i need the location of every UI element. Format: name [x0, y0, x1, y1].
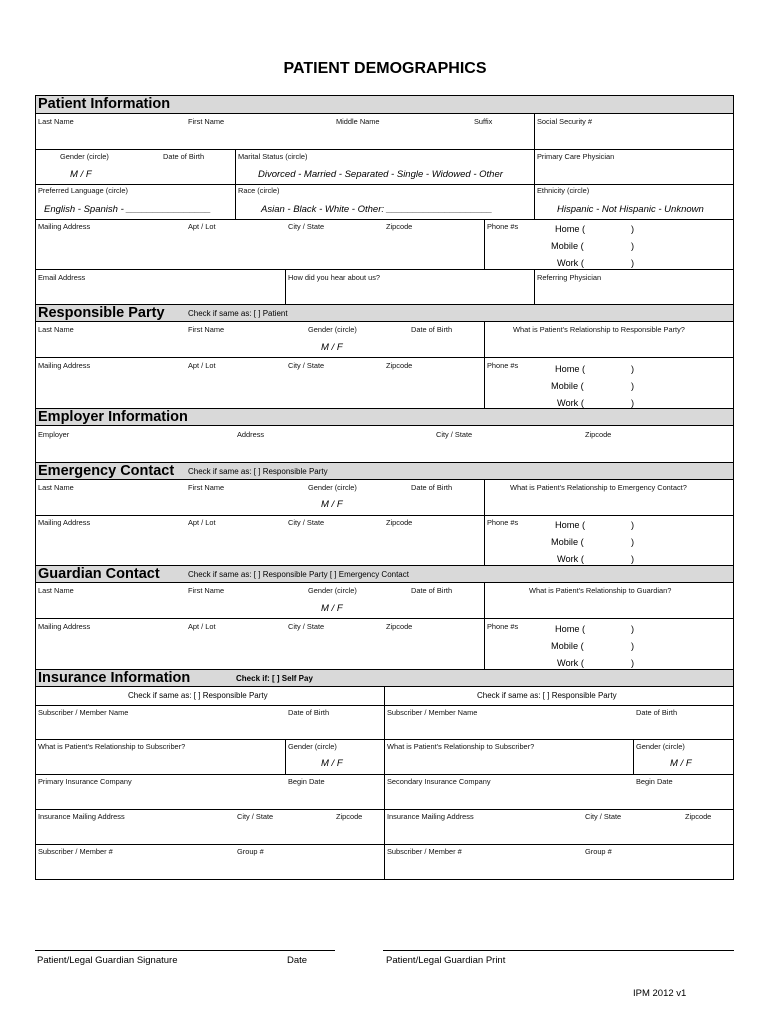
rp-work-phone[interactable]: Work (: [557, 398, 584, 408]
gc-dob-label: Date of Birth: [411, 586, 453, 595]
emergency-heading: Emergency Contact: [38, 463, 175, 479]
ins1-mailing-label: Insurance Mailing Address: [38, 812, 125, 821]
patient-dob-label: Date of Birth: [163, 152, 205, 161]
rp-phone-label: Phone #s: [487, 361, 519, 370]
ethnicity-label: Ethnicity (circle): [537, 186, 590, 195]
rp-dob-label: Date of Birth: [411, 325, 453, 334]
ins1-member-no-label: Subscriber / Member #: [38, 847, 113, 856]
responsible-party-heading: Responsible Party: [38, 305, 165, 321]
ec-gender-options[interactable]: M / F: [321, 499, 343, 510]
employer-heading: Employer Information: [38, 409, 188, 425]
form-version: IPM 2012 v1: [633, 988, 687, 999]
emergency-header: [36, 462, 733, 480]
ins1-zipcode-label: Zipcode: [336, 812, 363, 821]
email-label: Email Address: [38, 273, 86, 282]
close-paren: ): [631, 258, 635, 268]
ins2-relationship-label: What is Patient's Relationship to Subscriber?: [387, 742, 535, 751]
how-hear-label: How did you hear about us?: [288, 273, 381, 282]
close-paren: ): [631, 624, 635, 634]
rp-last-name-label: Last Name: [38, 325, 74, 334]
ins2-zipcode-label: Zipcode: [685, 812, 712, 821]
rp-gender-options[interactable]: M / F: [321, 342, 343, 353]
patient-middle-name-label: Middle Name: [336, 117, 380, 126]
ins2-begin-date-label: Begin Date: [636, 777, 673, 786]
gc-first-name-label: First Name: [188, 586, 225, 595]
patient-gender-options[interactable]: M / F: [70, 169, 92, 180]
patient-mobile-phone[interactable]: Mobile (: [551, 241, 584, 251]
close-paren: ): [631, 537, 635, 547]
rp-mailing-address-label: Mailing Address: [38, 361, 91, 370]
ins2-gender-label: Gender (circle): [636, 742, 685, 751]
signature-label: Patient/Legal Guardian Signature: [37, 955, 178, 966]
rp-apt-label: Apt / Lot: [188, 361, 216, 370]
insurance-header: [36, 669, 733, 687]
ec-gender-label: Gender (circle): [308, 483, 357, 492]
race-options[interactable]: Asian - Black - White - Other: ____________________: [261, 204, 493, 215]
gc-zipcode-label: Zipcode: [386, 622, 413, 631]
signature-line[interactable]: [35, 950, 335, 951]
ins1-subscriber-name-label: Subscriber / Member Name: [38, 708, 129, 717]
responsible-party-header: [36, 304, 733, 322]
patient-city-state-label: City / State: [288, 222, 325, 231]
ins2-subscriber-name-label: Subscriber / Member Name: [387, 708, 478, 717]
ec-phone-label: Phone #s: [487, 518, 519, 527]
patient-gender-label: Gender (circle): [60, 152, 109, 161]
close-paren: ): [631, 520, 635, 530]
employer-address-label: Address: [237, 430, 265, 439]
ins1-relationship-label: What is Patient's Relationship to Subscriber?: [38, 742, 186, 751]
ins-left-check-rp[interactable]: Check if same as: [ ] Responsible Party: [128, 691, 268, 700]
gc-work-phone[interactable]: Work (: [557, 658, 584, 668]
ec-mobile-phone[interactable]: Mobile (: [551, 537, 584, 547]
ec-last-name-label: Last Name: [38, 483, 74, 492]
ec-dob-label: Date of Birth: [411, 483, 453, 492]
ec-apt-label: Apt / Lot: [188, 518, 216, 527]
gc-home-phone[interactable]: Home (: [555, 624, 586, 634]
gc-gender-label: Gender (circle): [308, 586, 357, 595]
ethnicity-options[interactable]: Hispanic - Not Hispanic - Unknown: [557, 204, 704, 215]
close-paren: ): [631, 224, 635, 234]
rp-relationship-label: What is Patient's Relationship to Responsible Party?: [513, 325, 685, 334]
ins1-gender-label: Gender (circle): [288, 742, 337, 751]
ins2-member-no-label: Subscriber / Member #: [387, 847, 462, 856]
ec-first-name-label: First Name: [188, 483, 225, 492]
guardian-heading: Guardian Contact: [38, 566, 160, 582]
close-paren: ): [631, 658, 635, 668]
ec-home-phone[interactable]: Home (: [555, 520, 586, 530]
patient-work-phone[interactable]: Work (: [557, 258, 584, 268]
patient-last-name-label: Last Name: [38, 117, 74, 126]
close-paren: ): [631, 381, 635, 391]
demographics-form: [35, 95, 734, 880]
primary-insurance-label: Primary Insurance Company: [38, 777, 132, 786]
patient-info-heading: Patient Information: [38, 96, 171, 112]
close-paren: ): [631, 398, 635, 408]
patient-ssn-label: Social Security #: [537, 117, 593, 126]
patient-info-header: [36, 96, 733, 114]
employer-header: [36, 408, 733, 426]
ins1-dob-label: Date of Birth: [288, 708, 330, 717]
race-label: Race (circle): [238, 186, 280, 195]
gc-mailing-address-label: Mailing Address: [38, 622, 91, 631]
gc-phone-label: Phone #s: [487, 622, 519, 631]
page-title: PATIENT DEMOGRAPHICS: [283, 60, 487, 77]
emergency-check-rp[interactable]: Check if same as: [ ] Responsible Party: [188, 467, 328, 476]
close-paren: ): [631, 641, 635, 651]
ins2-dob-label: Date of Birth: [636, 708, 678, 717]
ec-work-phone[interactable]: Work (: [557, 554, 584, 564]
ins2-gender-options[interactable]: M / F: [670, 758, 692, 769]
ec-relationship-label: What is Patient's Relationship to Emergency Contact?: [510, 483, 687, 492]
responsible-check-patient[interactable]: Check if same as: [ ] Patient: [188, 309, 288, 318]
patient-apt-label: Apt / Lot: [188, 222, 216, 231]
primary-care-label: Primary Care Physician: [537, 152, 615, 161]
patient-phone-label: Phone #s: [487, 222, 519, 231]
gc-gender-options[interactable]: M / F: [321, 603, 343, 614]
secondary-insurance-label: Secondary Insurance Company: [387, 777, 491, 786]
rp-home-phone[interactable]: Home (: [555, 364, 586, 374]
ins2-city-state-label: City / State: [585, 812, 622, 821]
ins2-group-no-label: Group #: [585, 847, 612, 856]
gc-city-state-label: City / State: [288, 622, 325, 631]
patient-suffix-label: Suffix: [474, 117, 493, 126]
employer-label: Employer: [38, 430, 70, 439]
gc-mobile-phone[interactable]: Mobile (: [551, 641, 584, 651]
ins2-mailing-label: Insurance Mailing Address: [387, 812, 474, 821]
signature-date-label: Date: [287, 955, 308, 966]
patient-home-phone[interactable]: Home (: [555, 224, 586, 234]
ins-right-check-rp[interactable]: Check if same as: [ ] Responsible Party: [477, 691, 617, 700]
self-pay-check[interactable]: Check if: [ ] Self Pay: [236, 674, 313, 683]
rp-mobile-phone[interactable]: Mobile (: [551, 381, 584, 391]
print-name-label: Patient/Legal Guardian Print: [386, 955, 506, 966]
guardian-header: [36, 565, 733, 583]
ins1-city-state-label: City / State: [237, 812, 274, 821]
gc-last-name-label: Last Name: [38, 586, 74, 595]
print-name-line[interactable]: [383, 950, 734, 951]
gc-relationship-label: What is Patient's Relationship to Guardian?: [529, 586, 672, 595]
ins1-begin-date-label: Begin Date: [288, 777, 325, 786]
rp-zipcode-label: Zipcode: [386, 361, 413, 370]
patient-zipcode-label: Zipcode: [386, 222, 413, 231]
ec-mailing-address-label: Mailing Address: [38, 518, 91, 527]
rp-gender-label: Gender (circle): [308, 325, 357, 334]
employer-city-state-label: City / State: [436, 430, 473, 439]
language-label: Preferred Language (circle): [38, 186, 128, 195]
close-paren: ): [631, 241, 635, 251]
patient-first-name-label: First Name: [188, 117, 225, 126]
patient-mailing-address-label: Mailing Address: [38, 222, 91, 231]
language-options[interactable]: English - Spanish - ________________: [44, 204, 211, 215]
close-paren: ): [631, 364, 635, 374]
gc-apt-label: Apt / Lot: [188, 622, 216, 631]
ins1-gender-options[interactable]: M / F: [321, 758, 343, 769]
guardian-check[interactable]: Check if same as: [ ] Responsible Party [ ] Emergency Contact: [188, 570, 409, 579]
ec-city-state-label: City / State: [288, 518, 325, 527]
ec-zipcode-label: Zipcode: [386, 518, 413, 527]
rp-city-state-label: City / State: [288, 361, 325, 370]
close-paren: ): [631, 554, 635, 564]
insurance-heading: Insurance Information: [38, 670, 191, 686]
marital-status-label: Marital Status (circle): [238, 152, 308, 161]
employer-zipcode-label: Zipcode: [585, 430, 612, 439]
marital-status-options[interactable]: Divorced - Married - Separated - Single - Widowed - Other: [258, 169, 503, 180]
ins1-group-no-label: Group #: [237, 847, 264, 856]
rp-first-name-label: First Name: [188, 325, 225, 334]
referring-label: Referring Physician: [537, 273, 602, 282]
